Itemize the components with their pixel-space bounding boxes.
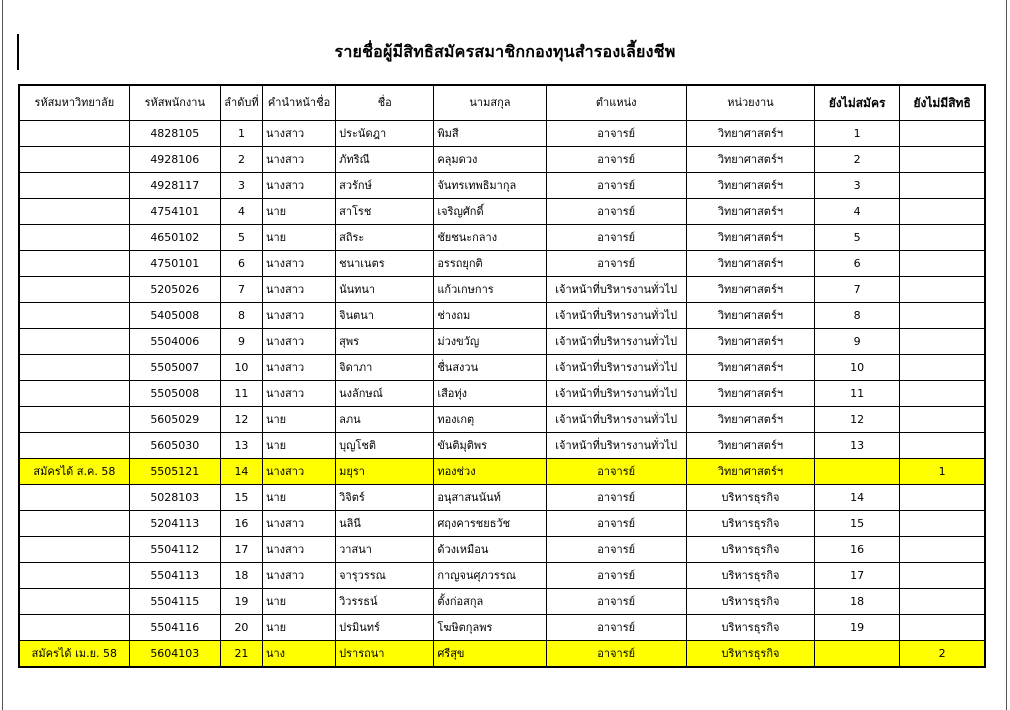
cell-first-name: สุพร xyxy=(336,329,434,355)
cell-not-eligible xyxy=(900,199,985,225)
cell-not-eligible: 2 xyxy=(900,641,985,668)
cell-position: เจ้าหน้าที่บริหารงานทั่วไป xyxy=(546,277,686,303)
cell-last-name: ศรีสุข xyxy=(434,641,546,668)
cell-not-eligible xyxy=(900,615,985,641)
cell-last-name: ทองเกตุ xyxy=(434,407,546,433)
cell-number: 3 xyxy=(220,173,262,199)
cell-not-eligible xyxy=(900,225,985,251)
cell-employee-id: 5505008 xyxy=(129,381,220,407)
cell-prefix: นางสาว xyxy=(262,381,335,407)
header-last-name: นามสกุล xyxy=(434,85,546,121)
cell-employee-id: 4750101 xyxy=(129,251,220,277)
cell-last-name: ชื่นสงวน xyxy=(434,355,546,381)
cell-last-name: ด้วงเหมือน xyxy=(434,537,546,563)
cell-first-name: ปรารถนา xyxy=(336,641,434,668)
cell-unit: วิทยาศาสตร์ฯ xyxy=(686,173,814,199)
cell-not-eligible xyxy=(900,433,985,459)
cell-last-name: อรรถยุกติ xyxy=(434,251,546,277)
cell-unit: วิทยาศาสตร์ฯ xyxy=(686,303,814,329)
cell-unit: บริหารธุรกิจ xyxy=(686,511,814,537)
cell-prefix: นาย xyxy=(262,407,335,433)
cell-not-applied: 3 xyxy=(815,173,900,199)
cell-position: อาจารย์ xyxy=(546,511,686,537)
table-row xyxy=(19,277,985,303)
cell-last-name: จันทรเทพธิมากุล xyxy=(434,173,546,199)
member-table xyxy=(18,84,986,668)
cell-unit: วิทยาศาสตร์ฯ xyxy=(686,381,814,407)
cell-univ-id xyxy=(19,225,129,251)
table-row xyxy=(19,381,985,407)
header-not-applied: ยังไม่สมัคร xyxy=(815,85,900,121)
cell-number: 21 xyxy=(220,641,262,668)
cell-prefix: นาย xyxy=(262,485,335,511)
cell-number: 9 xyxy=(220,329,262,355)
cell-position: อาจารย์ xyxy=(546,641,686,668)
cell-first-name: นลินี xyxy=(336,511,434,537)
cell-number: 13 xyxy=(220,433,262,459)
cell-employee-id: 5205026 xyxy=(129,277,220,303)
cell-not-eligible xyxy=(900,563,985,589)
cell-employee-id: 5504115 xyxy=(129,589,220,615)
cell-last-name: กาญจนศุภวรรณ xyxy=(434,563,546,589)
cell-univ-id xyxy=(19,147,129,173)
cell-position: อาจารย์ xyxy=(546,589,686,615)
table-row xyxy=(19,251,985,277)
cell-not-applied: 18 xyxy=(815,589,900,615)
cell-not-eligible xyxy=(900,511,985,537)
cell-employee-id: 5504116 xyxy=(129,615,220,641)
header-prefix: คำนำหน้าชื่อ xyxy=(262,85,335,121)
cell-prefix: นาง xyxy=(262,641,335,668)
cell-number: 2 xyxy=(220,147,262,173)
cell-unit: วิทยาศาสตร์ฯ xyxy=(686,225,814,251)
cell-univ-id xyxy=(19,355,129,381)
cell-position: อาจารย์ xyxy=(546,121,686,147)
table-row xyxy=(19,355,985,381)
cell-first-name: วาสนา xyxy=(336,537,434,563)
cell-first-name: จารุวรรณ xyxy=(336,563,434,589)
cell-not-eligible xyxy=(900,329,985,355)
cell-unit: บริหารธุรกิจ xyxy=(686,589,814,615)
cell-position: อาจารย์ xyxy=(546,173,686,199)
table-row xyxy=(19,225,985,251)
cell-prefix: นาย xyxy=(262,433,335,459)
cell-prefix: นาย xyxy=(262,615,335,641)
cell-number: 19 xyxy=(220,589,262,615)
cell-position: อาจารย์ xyxy=(546,147,686,173)
cell-unit: วิทยาศาสตร์ฯ xyxy=(686,433,814,459)
cell-number: 15 xyxy=(220,485,262,511)
cell-position: เจ้าหน้าที่บริหารงานทั่วไป xyxy=(546,355,686,381)
cell-position: อาจารย์ xyxy=(546,199,686,225)
cell-unit: วิทยาศาสตร์ฯ xyxy=(686,199,814,225)
cell-position: เจ้าหน้าที่บริหารงานทั่วไป xyxy=(546,381,686,407)
cell-number: 7 xyxy=(220,277,262,303)
cell-not-applied: 11 xyxy=(815,381,900,407)
cell-number: 12 xyxy=(220,407,262,433)
cell-not-eligible xyxy=(900,121,985,147)
cell-prefix: นางสาว xyxy=(262,277,335,303)
table-row xyxy=(19,511,985,537)
cell-number: 4 xyxy=(220,199,262,225)
cell-prefix: นางสาว xyxy=(262,251,335,277)
cell-not-applied: 19 xyxy=(815,615,900,641)
cell-employee-id: 5504112 xyxy=(129,537,220,563)
cell-not-applied: 12 xyxy=(815,407,900,433)
cell-employee-id: 5504006 xyxy=(129,329,220,355)
cell-unit: วิทยาศาสตร์ฯ xyxy=(686,251,814,277)
cell-position: เจ้าหน้าที่บริหารงานทั่วไป xyxy=(546,407,686,433)
table-row xyxy=(19,173,985,199)
cell-univ-id xyxy=(19,173,129,199)
cell-first-name: ภัทริณี xyxy=(336,147,434,173)
cell-univ-id xyxy=(19,303,129,329)
cell-not-eligible xyxy=(900,277,985,303)
cell-not-eligible xyxy=(900,303,985,329)
cell-last-name: โฆษิตกุลพร xyxy=(434,615,546,641)
cell-unit: บริหารธุรกิจ xyxy=(686,485,814,511)
cell-not-eligible xyxy=(900,485,985,511)
cell-last-name: ตั้งก่อสกุล xyxy=(434,589,546,615)
cell-number: 10 xyxy=(220,355,262,381)
cell-last-name: คลุมดวง xyxy=(434,147,546,173)
cell-first-name: ประนัดฎา xyxy=(336,121,434,147)
cell-last-name: แก้วเกษการ xyxy=(434,277,546,303)
cell-prefix: นาย xyxy=(262,225,335,251)
cell-unit: บริหารธุรกิจ xyxy=(686,563,814,589)
cell-not-applied: 5 xyxy=(815,225,900,251)
cell-first-name: มยุรา xyxy=(336,459,434,485)
table-row xyxy=(19,485,985,511)
cell-univ-id xyxy=(19,251,129,277)
cell-univ-id xyxy=(19,433,129,459)
cell-first-name: สวรักษ์ xyxy=(336,173,434,199)
cell-not-eligible xyxy=(900,381,985,407)
cell-prefix: นางสาว xyxy=(262,563,335,589)
table-row xyxy=(19,199,985,225)
cell-not-applied: 2 xyxy=(815,147,900,173)
cell-employee-id: 5504113 xyxy=(129,563,220,589)
cell-univ-id: สมัครได้ เม.ย. 58 xyxy=(19,641,129,668)
header-number: ลำดับที่ xyxy=(220,85,262,121)
cell-employee-id: 5605030 xyxy=(129,433,220,459)
cell-first-name: วิวรรธน์ xyxy=(336,589,434,615)
cell-number: 17 xyxy=(220,537,262,563)
cell-prefix: นางสาว xyxy=(262,303,335,329)
cell-position: อาจารย์ xyxy=(546,225,686,251)
header-unit: หน่วยงาน xyxy=(686,85,814,121)
cell-position: อาจารย์ xyxy=(546,563,686,589)
cell-not-applied: 7 xyxy=(815,277,900,303)
cell-first-name: ชนาเนตร xyxy=(336,251,434,277)
cell-position: เจ้าหน้าที่บริหารงานทั่วไป xyxy=(546,303,686,329)
cell-number: 6 xyxy=(220,251,262,277)
cell-position: เจ้าหน้าที่บริหารงานทั่วไป xyxy=(546,329,686,355)
cell-not-eligible xyxy=(900,537,985,563)
cell-number: 20 xyxy=(220,615,262,641)
cell-not-eligible xyxy=(900,173,985,199)
cell-univ-id xyxy=(19,589,129,615)
cell-last-name: ศฤงคารชยธวัช xyxy=(434,511,546,537)
cell-univ-id xyxy=(19,199,129,225)
cell-last-name: เสือทุ่ง xyxy=(434,381,546,407)
cell-employee-id: 5505007 xyxy=(129,355,220,381)
cell-not-applied: 13 xyxy=(815,433,900,459)
cell-position: อาจารย์ xyxy=(546,615,686,641)
cell-not-eligible xyxy=(900,251,985,277)
cell-number: 8 xyxy=(220,303,262,329)
cell-prefix: นางสาว xyxy=(262,173,335,199)
cell-employee-id: 5604103 xyxy=(129,641,220,668)
cell-not-applied: 16 xyxy=(815,537,900,563)
table-row xyxy=(19,615,985,641)
cell-not-eligible xyxy=(900,407,985,433)
cell-first-name: บุญโชติ xyxy=(336,433,434,459)
cell-last-name: เจริญศักดิ์ xyxy=(434,199,546,225)
cell-univ-id xyxy=(19,563,129,589)
table-header-row xyxy=(19,85,985,121)
cell-prefix: นางสาว xyxy=(262,329,335,355)
cell-prefix: นางสาว xyxy=(262,147,335,173)
cell-last-name: ชัยชนะกลาง xyxy=(434,225,546,251)
cell-univ-id xyxy=(19,121,129,147)
cell-prefix: นาย xyxy=(262,199,335,225)
cell-not-eligible xyxy=(900,147,985,173)
cell-position: อาจารย์ xyxy=(546,537,686,563)
cell-position: เจ้าหน้าที่บริหารงานทั่วไป xyxy=(546,433,686,459)
cell-prefix: นางสาว xyxy=(262,459,335,485)
table-row xyxy=(19,641,985,668)
table-row xyxy=(19,147,985,173)
cell-employee-id: 5028103 xyxy=(129,485,220,511)
cell-univ-id xyxy=(19,537,129,563)
table-row xyxy=(19,121,985,147)
cell-not-eligible: 1 xyxy=(900,459,985,485)
cell-position: อาจารย์ xyxy=(546,459,686,485)
cell-employee-id: 5605029 xyxy=(129,407,220,433)
cell-last-name: พิมสี xyxy=(434,121,546,147)
cell-not-applied: 10 xyxy=(815,355,900,381)
cell-unit: วิทยาศาสตร์ฯ xyxy=(686,407,814,433)
cell-not-applied: 9 xyxy=(815,329,900,355)
cell-univ-id xyxy=(19,277,129,303)
header-first-name: ชื่อ xyxy=(336,85,434,121)
cell-not-eligible xyxy=(900,589,985,615)
cell-employee-id: 4928117 xyxy=(129,173,220,199)
table-row xyxy=(19,459,985,485)
cell-first-name: จินตนา xyxy=(336,303,434,329)
page-left-edge xyxy=(2,0,3,710)
cell-not-applied: 17 xyxy=(815,563,900,589)
cell-univ-id xyxy=(19,329,129,355)
cell-prefix: นางสาว xyxy=(262,355,335,381)
cell-last-name: อนุสาสนนันท์ xyxy=(434,485,546,511)
cell-employee-id: 4928106 xyxy=(129,147,220,173)
cell-not-applied: 1 xyxy=(815,121,900,147)
cell-prefix: นางสาว xyxy=(262,511,335,537)
document-title: รายชื่อผู้มีสิทธิสมัครสมาชิกกองทุนสำรองเลี้ยงชีพ xyxy=(334,42,676,61)
cell-last-name: ทองช่วง xyxy=(434,459,546,485)
table-row xyxy=(19,407,985,433)
cell-first-name: ปรมินทร์ xyxy=(336,615,434,641)
cell-univ-id xyxy=(19,615,129,641)
cell-employee-id: 5405008 xyxy=(129,303,220,329)
cell-first-name: นงลักษณ์ xyxy=(336,381,434,407)
cell-number: 18 xyxy=(220,563,262,589)
table-row xyxy=(19,563,985,589)
header-employee-id: รหัสพนักงาน xyxy=(129,85,220,121)
header-position: ตำแหน่ง xyxy=(546,85,686,121)
cell-position: อาจารย์ xyxy=(546,251,686,277)
cell-employee-id: 4650102 xyxy=(129,225,220,251)
table-row xyxy=(19,589,985,615)
cell-univ-id xyxy=(19,381,129,407)
cell-number: 1 xyxy=(220,121,262,147)
cell-last-name: ม่วงขวัญ xyxy=(434,329,546,355)
cell-first-name: จิดาภา xyxy=(336,355,434,381)
cell-number: 11 xyxy=(220,381,262,407)
cell-first-name: ลภน xyxy=(336,407,434,433)
cell-number: 5 xyxy=(220,225,262,251)
cell-unit: วิทยาศาสตร์ฯ xyxy=(686,121,814,147)
cell-not-eligible xyxy=(900,355,985,381)
cell-employee-id: 4754101 xyxy=(129,199,220,225)
cell-unit: บริหารธุรกิจ xyxy=(686,615,814,641)
cell-not-applied: 14 xyxy=(815,485,900,511)
cell-univ-id xyxy=(19,485,129,511)
cell-unit: วิทยาศาสตร์ฯ xyxy=(686,277,814,303)
cell-employee-id: 5204113 xyxy=(129,511,220,537)
header-univ-id: รหัสมหาวิทยาลัย xyxy=(19,85,129,121)
cell-unit: วิทยาศาสตร์ฯ xyxy=(686,329,814,355)
cell-first-name: สถิระ xyxy=(336,225,434,251)
cell-unit: วิทยาศาสตร์ฯ xyxy=(686,459,814,485)
cell-unit: บริหารธุรกิจ xyxy=(686,641,814,668)
table-row xyxy=(19,329,985,355)
cell-not-applied: 8 xyxy=(815,303,900,329)
cell-number: 16 xyxy=(220,511,262,537)
table-row xyxy=(19,537,985,563)
cell-univ-id xyxy=(19,407,129,433)
cell-prefix: นางสาว xyxy=(262,537,335,563)
cell-employee-id: 5505121 xyxy=(129,459,220,485)
cell-prefix: นาย xyxy=(262,589,335,615)
cell-unit: บริหารธุรกิจ xyxy=(686,537,814,563)
cell-position: อาจารย์ xyxy=(546,485,686,511)
cell-employee-id: 4828105 xyxy=(129,121,220,147)
cell-number: 14 xyxy=(220,459,262,485)
header-not-eligible: ยังไม่มีสิทธิ xyxy=(900,85,985,121)
cell-prefix: นางสาว xyxy=(262,121,335,147)
table-row xyxy=(19,433,985,459)
cell-not-applied: 15 xyxy=(815,511,900,537)
cell-univ-id xyxy=(19,511,129,537)
cell-last-name: ขันติมุติพร xyxy=(434,433,546,459)
cell-not-applied: 6 xyxy=(815,251,900,277)
cell-first-name: วิจิตร์ xyxy=(336,485,434,511)
cell-univ-id: สมัครได้ ส.ค. 58 xyxy=(19,459,129,485)
cell-not-applied xyxy=(815,459,900,485)
cell-first-name: สาโรช xyxy=(336,199,434,225)
page-right-edge xyxy=(1006,0,1007,710)
cell-unit: วิทยาศาสตร์ฯ xyxy=(686,147,814,173)
cell-first-name: นันทนา xyxy=(336,277,434,303)
table-row xyxy=(19,303,985,329)
cell-not-applied xyxy=(815,641,900,668)
cell-last-name: ช่างถม xyxy=(434,303,546,329)
cell-unit: วิทยาศาสตร์ฯ xyxy=(686,355,814,381)
cell-not-applied: 4 xyxy=(815,199,900,225)
